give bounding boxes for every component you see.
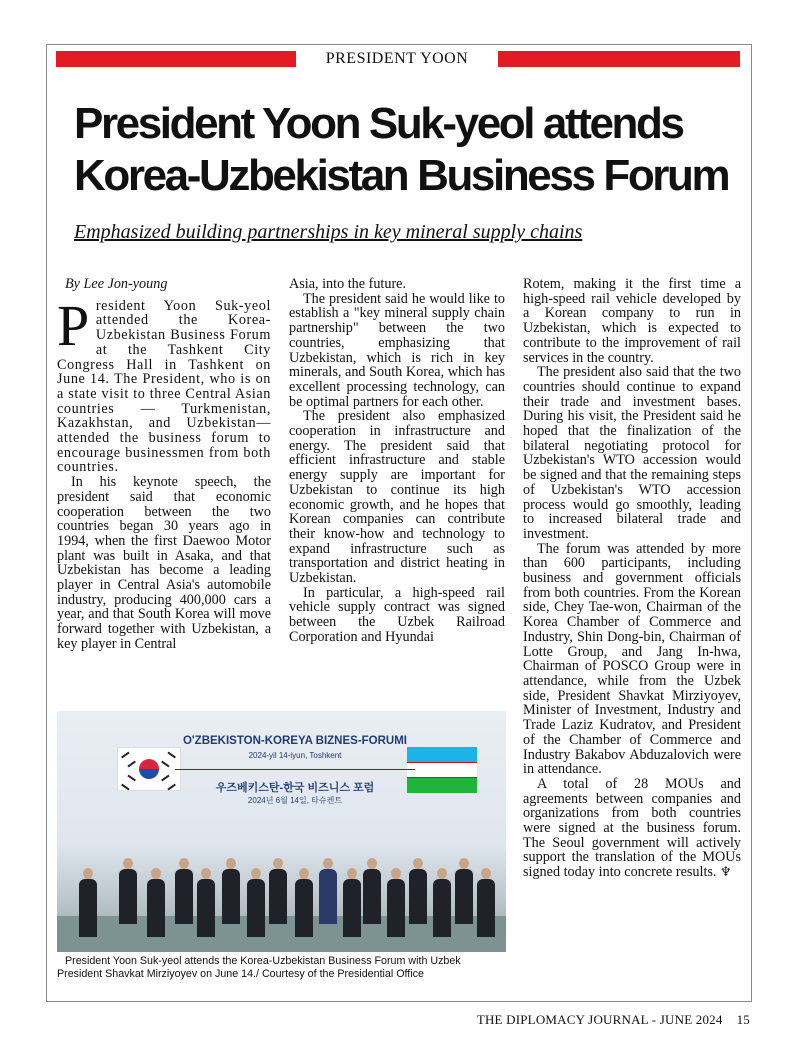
article-paragraph: The president said he would like to establish a "key mineral supply chain partnership" between the two countries, emphasizing that Uzbekistan, which is rich in key minerals, and South Korea, which has excellent processing technology, can be optimal partners for each other. — [289, 290, 505, 410]
delegate-figure — [175, 869, 193, 924]
forum-group-photo — [57, 711, 506, 952]
article-paragraph: Rotem, making it the first time a high-speed rail vehicle developed by a Korean company to run in Uzbekistan, which is expected to contribute to the improvement of rail services in the country. — [523, 276, 741, 366]
delegate-figure — [343, 879, 361, 937]
banner-korean-title: 우즈베키스탄-한국 비즈니스 포럼 — [215, 782, 375, 794]
banner-date: 2024-yil 14-iyun, Toshkent — [248, 751, 342, 760]
article-paragraph: The forum was attended by more than 600 participants, including business and government officials from both countries. From the Korean side, Chey Tae-won, Chairman of the Korea Chamber of Commerce and Industry, Shin Dong-bin, Chairman of Lotte Group, and Jang In-hwa, Chairman of POSCO Group were in attendance, while from the Uzbek side, President Shavkat Mirziyoyev, Minister of Investment, Industry and Trade Laziz Kudratov, and President of the Chamber of Commerce and Industry Bakabov Abduzalovich were in attendance. — [523, 540, 741, 778]
article-paragraph: The president also emphasized cooperation in infrastructure and energy. The president said that efficient infrastructure and stable energy supply are important for Uzbekistan to continue its high economic growth, and he hopes that Korean companies can contribute their know-how and technology to expand infrastructure such as transportation and district heating in Uzbekistan. — [289, 408, 505, 587]
delegate-figure — [147, 879, 165, 937]
section-bar-left — [56, 51, 296, 67]
banner-title: O'ZBEKISTON-KOREYA BIZNES-FORUMI — [182, 735, 407, 747]
page-number: 15 — [736, 1012, 750, 1027]
end-mark-icon: ♆ — [720, 864, 732, 880]
article-paragraph: In his keynote speech, the president said that economic cooperation between the two countries began 30 years ago in 1994, when the first Daewoo Motor plant was built in Asaka, and that Uzbekistan has become a leading player in Central Asia's automobile industry, producing 400,000 cars a year, and that South Korea will move forward together with Uzbekistan, a key player in Central — [57, 474, 271, 652]
article-paragraph — [57, 292, 271, 476]
delegate-figure — [363, 869, 381, 924]
headline: President Yoon Suk-yeol attends Korea-Uzbekistan Business Forum — [74, 99, 729, 200]
delegate-figure — [79, 879, 97, 937]
article-column-1 — [57, 277, 271, 652]
delegate-figure — [319, 869, 337, 924]
photo-caption: President Yoon Suk-yeol attends the Korea-Uzbekistan Business Forum with Uzbek President Shavkat Mirziyoyev on June 14./ Courtesy of the Presidential Office — [57, 955, 461, 980]
delegate-figure — [455, 869, 473, 924]
subheadline: Emphasized building partnerships in key mineral supply chains — [74, 221, 583, 243]
delegate-figure — [247, 879, 265, 937]
article-paragraph: The president also said that the two countries should continue to expand their trade and investment bases. During his visit, the President said he hoped that the finalization of the bilateral negotiating protocol for Uzbekistan's WTO accession would be signed and that the remaining steps of Uzbekistan's WTO accession process would go smoothly, leading to increased bilateral trade and investment. — [523, 364, 741, 542]
byline: By Lee Jon-young — [65, 276, 168, 292]
article-paragraph: Asia, into the future. — [289, 276, 407, 292]
page-footer — [463, 1012, 750, 1028]
article-column-3 — [523, 277, 741, 880]
section-bar-right — [498, 51, 740, 67]
publication-name: THE DIPLOMACY JOURNAL - JUNE 2024 — [476, 1012, 723, 1027]
korea-flag-icon — [117, 747, 181, 791]
delegate-figure — [197, 879, 215, 937]
delegate-figure — [409, 869, 427, 924]
article-paragraph: In particular, a high-speed rail vehicle supply contract was signed between the Uzbek Railroad Corporation and Hyundai — [289, 584, 505, 645]
banner-divider — [175, 769, 415, 770]
section-label: PRESIDENT YOON — [297, 48, 497, 70]
delegate-figure — [269, 869, 287, 924]
article-paragraph — [523, 777, 741, 880]
delegate-figure — [295, 879, 313, 937]
paragraph-text: resident Yoon Suk-yeol attended the Korea-Uzbekistan Business Forum at the Tashkent City Congress Hall in Tashkent on June 14. The President, who is on a state visit to three Central Asian countries — Turkmenistan, Kazakhstan, and Uzbekistan— attended the business forum to encourage businessmen from both countries. — [57, 297, 271, 476]
delegate-figure — [119, 869, 137, 924]
banner-korean-date: 2024년 6월 14일, 타슈켄트 — [247, 796, 343, 805]
article-column-2 — [289, 277, 505, 645]
delegate-figure — [387, 879, 405, 937]
delegate-figure — [477, 879, 495, 937]
drop-cap: P — [57, 292, 90, 358]
paragraph-text: A total of 28 MOUs and agreements between companies and organizations from both countries were signed at the business forum. The Seoul government will actively support the translation of the MOUs signed today into concrete results. — [523, 775, 741, 881]
uzbekistan-flag-icon — [407, 747, 477, 793]
delegate-figure — [222, 869, 240, 924]
delegate-figure — [433, 879, 451, 937]
